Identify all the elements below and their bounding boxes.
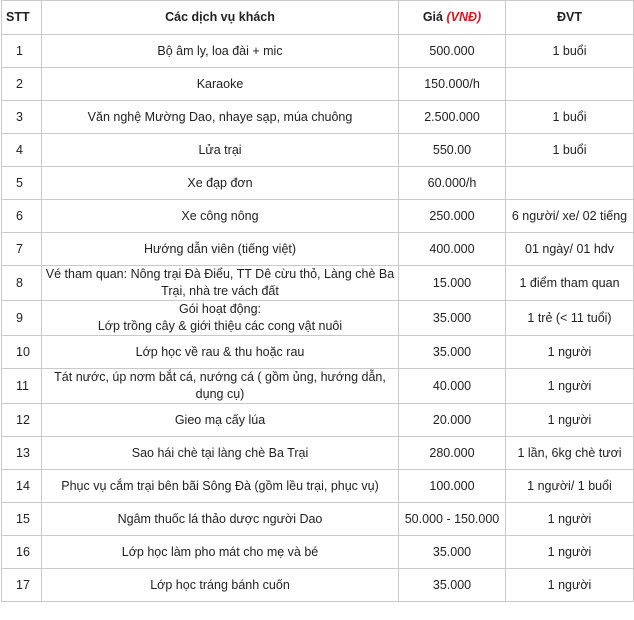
cell-unit: [506, 68, 634, 101]
cell-service: Karaoke: [42, 68, 399, 101]
cell-service: Bộ âm ly, loa đài + mic: [42, 35, 399, 68]
table-row: [2, 101, 634, 134]
cell-price: 280.000: [399, 437, 506, 470]
cell-stt: 13: [2, 437, 42, 470]
cell-price: 150.000/h: [399, 68, 506, 101]
cell-stt: 4: [2, 134, 42, 167]
table-row: [2, 470, 634, 503]
cell-unit: [506, 167, 634, 200]
cell-stt: 14: [2, 470, 42, 503]
cell-price: 20.000: [399, 404, 506, 437]
services-price-table: [1, 0, 634, 602]
cell-service: Ngâm thuốc lá thảo dược người Dao: [42, 503, 399, 536]
cell-service: Vé tham quan: Nông trại Đà Điểu, TT Dê cừu thỏ, Làng chè Ba Trại, nhà tre vách đất: [42, 266, 399, 301]
header-price-unit: (VNĐ): [446, 10, 482, 24]
cell-stt: 12: [2, 404, 42, 437]
cell-price: 40.000: [399, 369, 506, 404]
cell-service: Tát nước, úp nơm bắt cá, nướng cá ( gồm ủng, hướng dẫn, dụng cụ): [42, 369, 399, 404]
cell-unit: 1 buổi: [506, 101, 634, 134]
table-row: [2, 404, 634, 437]
table-row: [2, 266, 634, 301]
cell-service: [42, 301, 399, 336]
cell-service: Văn nghệ Mường Dao, nhaye sạp, múa chuông: [42, 101, 399, 134]
cell-unit: 1 người: [506, 536, 634, 569]
cell-stt: 7: [2, 233, 42, 266]
table-row: [2, 369, 634, 404]
header-unit: ĐVT: [506, 1, 634, 35]
cell-price: 550.00: [399, 134, 506, 167]
cell-service: Lửa trại: [42, 134, 399, 167]
cell-unit: 1 buổi: [506, 134, 634, 167]
cell-price: 35.000: [399, 301, 506, 336]
table-row: [2, 233, 634, 266]
cell-price: 50.000 - 150.000: [399, 503, 506, 536]
table-row: [2, 536, 634, 569]
cell-service: Hướng dẫn viên (tiếng việt): [42, 233, 399, 266]
cell-stt: 1: [2, 35, 42, 68]
cell-price: 35.000: [399, 569, 506, 602]
header-service: Các dịch vụ khách: [42, 1, 399, 35]
cell-service-line: Gói hoạt động:: [178, 302, 261, 316]
cell-unit: 1 người: [506, 569, 634, 602]
cell-stt: 8: [2, 266, 42, 301]
cell-service: Xe công nông: [42, 200, 399, 233]
cell-price: 15.000: [399, 266, 506, 301]
cell-stt: 2: [2, 68, 42, 101]
cell-stt: 9: [2, 301, 42, 336]
cell-price: 2.500.000: [399, 101, 506, 134]
cell-stt: 17: [2, 569, 42, 602]
header-price-label: Giá: [422, 10, 443, 24]
table-row: [2, 437, 634, 470]
cell-price: 100.000: [399, 470, 506, 503]
table-row: [2, 301, 634, 336]
cell-stt: 15: [2, 503, 42, 536]
cell-price: 35.000: [399, 336, 506, 369]
cell-service: Phục vụ cắm trại bên bãi Sông Đà (gồm lều trại, phục vụ): [42, 470, 399, 503]
cell-unit: 1 người: [506, 369, 634, 404]
cell-price: 400.000: [399, 233, 506, 266]
table-row: [2, 336, 634, 369]
table-row: [2, 68, 634, 101]
cell-price: 60.000/h: [399, 167, 506, 200]
cell-stt: 10: [2, 336, 42, 369]
cell-service: Gieo mạ cấy lúa: [42, 404, 399, 437]
table-row: [2, 35, 634, 68]
cell-price: 35.000: [399, 536, 506, 569]
table-row: [2, 167, 634, 200]
header-price: [399, 1, 506, 35]
table-row: [2, 134, 634, 167]
cell-unit: 1 người: [506, 404, 634, 437]
cell-service: Sao hái chè tại làng chè Ba Trại: [42, 437, 399, 470]
cell-stt: 3: [2, 101, 42, 134]
table-row: [2, 503, 634, 536]
cell-unit: 1 người/ 1 buổi: [506, 470, 634, 503]
table-row: [2, 200, 634, 233]
cell-unit: 1 buổi: [506, 35, 634, 68]
table-header-row: [2, 1, 634, 35]
cell-service-line: Lớp trồng cây & giới thiệu các cong vật nuôi: [97, 319, 343, 333]
cell-unit: 01 ngày/ 01 hdv: [506, 233, 634, 266]
cell-stt: 6: [2, 200, 42, 233]
cell-unit: 1 người: [506, 336, 634, 369]
cell-price: 500.000: [399, 35, 506, 68]
cell-stt: 16: [2, 536, 42, 569]
cell-service: Lớp học làm pho mát cho mẹ và bé: [42, 536, 399, 569]
cell-service: Xe đạp đơn: [42, 167, 399, 200]
cell-unit: 1 lần, 6kg chè tươi: [506, 437, 634, 470]
cell-unit: 6 người/ xe/ 02 tiếng: [506, 200, 634, 233]
cell-stt: 11: [2, 369, 42, 404]
header-stt: STT: [2, 1, 42, 35]
cell-unit: 1 người: [506, 503, 634, 536]
cell-price: 250.000: [399, 200, 506, 233]
cell-service: Lớp học tráng bánh cuốn: [42, 569, 399, 602]
cell-unit: 1 điểm tham quan: [506, 266, 634, 301]
cell-unit: 1 trẻ (< 11 tuổi): [506, 301, 634, 336]
cell-service: Lớp học về rau & thu hoặc rau: [42, 336, 399, 369]
cell-stt: 5: [2, 167, 42, 200]
table-row: [2, 569, 634, 602]
